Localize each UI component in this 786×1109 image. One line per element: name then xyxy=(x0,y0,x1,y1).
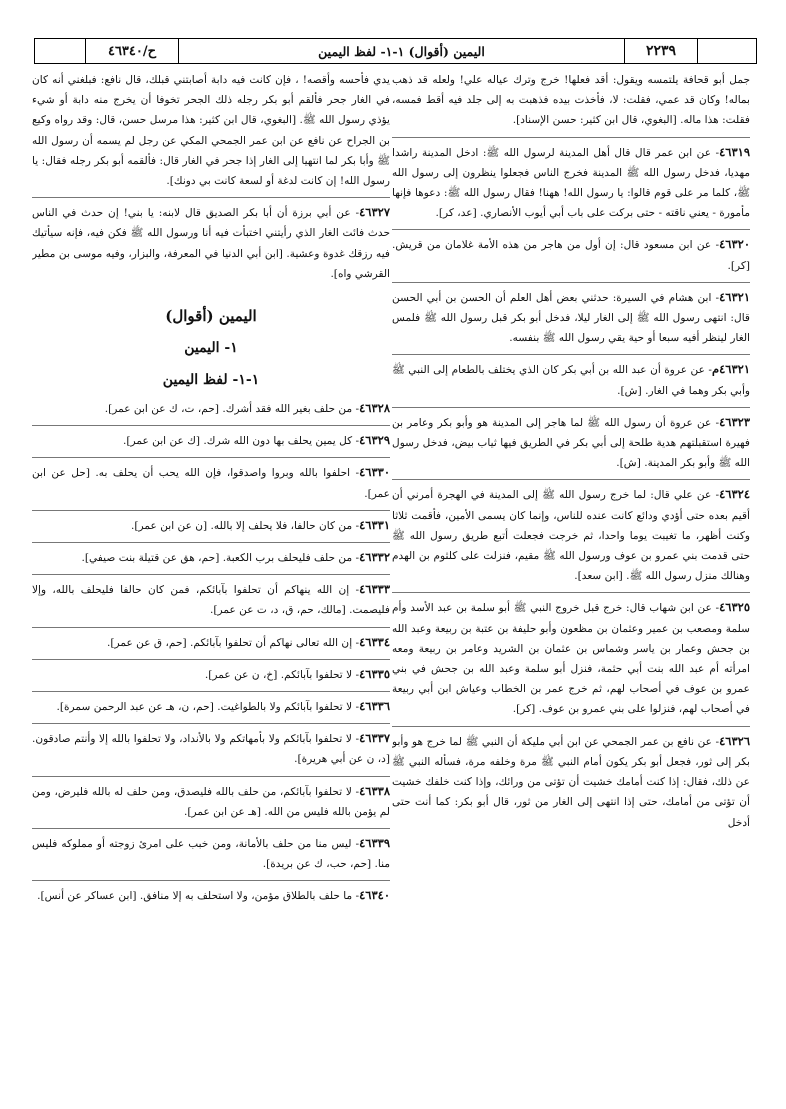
hadith-text: لا تحلفوا بآبائكم، من حلف بالله فليصدق، ومن حلف له بالله فليرض، ومن لم يؤمن بالله فليس من الله. [هـ عن ابن عمر]. xyxy=(32,785,390,818)
hadith-entry xyxy=(32,828,390,874)
entry-dash: - xyxy=(350,467,360,480)
hadith-text: ما حلف بالطلاق مؤمن، ولا استحلف به إلا منافق. [ابن عساكر عن أنس]. xyxy=(37,890,353,903)
hadith-text: عن ابن عمر قال قال أهل المدينة لرسول الله ﷺ: ادخل المدينة راشدا مهديا، فدخل رسول الله ﷺ المدينة فخرج الناس فجعلوا ينظرون إلى رسول الله ﷺ، كلما مر على قوم قالوا: يا رسول الله! ههنا! فقال رسول الله ﷺ: دعوها فإنها مأمورة - يعني ناقته - حتى بركت على باب أبي أيوب الأنصاري. [عد، كر]. xyxy=(392,146,750,220)
page-number: ٢٢٣٩ xyxy=(624,39,697,63)
hadith-number: ٤٦٣٢١ xyxy=(719,289,750,304)
hadith-number: ٤٦٣٢٠ xyxy=(719,237,750,252)
hadith-text: لا تحلفوا بآبائكم. [خ، ن عن عمر]. xyxy=(204,668,353,681)
entry-dash: - xyxy=(352,668,360,681)
hadith-text: إن الله ينهاكم أن تحلفوا بآبائكم، فمن كان حالفا فليحلف بالله، وإلا فليصمت. [مالك، حم، ق، د، ت عن عمر]. xyxy=(32,584,390,617)
hadith-text: لا تحلفوا بآبائكم ولا بالطواغيت. [حم، ن، هـ عن عبد الرحمن سمرة]. xyxy=(56,701,353,714)
hadith-text: عن عروة أن عبد الله بن أبي بكر كان الذي يختلف بالطعام إلى النبي ﷺ وأبي بكر وهما في الغار. [ش]. xyxy=(392,364,750,397)
hadith-entry xyxy=(392,282,750,349)
hadith-number: ٤٦٣٣٨ xyxy=(359,783,390,798)
entry-dash: - xyxy=(711,489,720,502)
hadith-range: ح/٤٦٣٤٠ xyxy=(85,39,179,63)
entry-dash: - xyxy=(351,785,360,798)
hadith-text: من كان حالفا، فلا يحلف إلا بالله. [ن عن ابن عمر]. xyxy=(131,519,353,532)
hadith-entry xyxy=(32,627,390,653)
hadith-number: ٤٦٣٢١م xyxy=(711,362,750,377)
entry-dash: - xyxy=(711,239,720,252)
hadith-entry xyxy=(392,70,750,131)
hadith-entry xyxy=(32,691,390,717)
hadith-text: لا تحلفوا بآبائكم ولا بأمهاتكم ولا بالأنداد، ولا تحلفوا بالله إلا وأنتم صادقون. [د، ن عن أبي هريرة]. xyxy=(32,733,390,766)
hadith-text: عن علي قال: لما خرج رسول الله ﷺ إلى المدينة في الهجرة أمرني أن أقيم بعده حتى أؤدي ودائع كانت عنده للناس، وإنما كان يسمى الأمين، فأقمت ثلاثا وكنت أظهر، ما تغيبت يوما واحدا، ثم خرجت فجعلت أتبع طريق رسول الله ﷺ حتى قدمت بني عمرو بن عوف ورسول الله ﷺ مقيم، فنزلت على كلثوم بن الهدم وهنالك منزل رسول الله ﷺ. [ابن سعد]. xyxy=(392,489,750,583)
entry-dash: - xyxy=(351,838,360,851)
entry-dash: - xyxy=(352,636,360,649)
hadith-number: ٤٦٣٣٠ xyxy=(359,465,390,480)
header-blank-cell xyxy=(697,39,756,63)
right-column xyxy=(392,70,750,1102)
hadith-entry xyxy=(392,592,750,719)
hadith-text: ابن هشام في السيرة: حدثني بعض أهل العلم أن الحسن بن أبي الحسن قال: انتهى رسول الله ﷺ إلى الغار ليلا، فدخل أبو بكر قبل رسول الله ﷺ فلمس الغار لينظر أفيه سبعا أو حية يقي رسول الله ﷺ بنفسه. xyxy=(392,291,750,345)
entry-dash: - xyxy=(351,733,360,746)
hadith-number: ٤٦٣٢٨ xyxy=(359,401,390,416)
entry-dash: - xyxy=(352,519,360,532)
hadith-text: إن الله تعالى نهاكم أن تحلفوا بآبائكم. [حم، ق عن عمر]. xyxy=(106,636,353,649)
left-column xyxy=(32,70,390,1102)
hadith-entry xyxy=(32,510,390,536)
hadith-number: ٤٦٣٢٦ xyxy=(719,733,750,748)
hadith-number: ٤٦٣٣٦ xyxy=(359,699,390,714)
hadith-number: ٤٦٣٣٣ xyxy=(359,582,390,597)
hadith-text: عن ابن شهاب قال: خرج قبل خروج النبي ﷺ أبو سلمة بن عبد الأسد وأم سلمة ومصعب بن عمير وعثمان بن مظعون وأبو حليفة بن عتبة بن ربيعة وعبد الله بن جحش وعمار بن ياسر وشماس بن عثمان بن الشريد وعامر بن ربيعة ومعه امرأته أم عبد الله بنت أبي حثمة، فنزل أبو سلمة وعبد الله بن جحش في بني عمرو بن عوف في أصحاب لهم، ثم خرج عمر بن الخطاب وعياش ابن أبي ربيعة في أصحاب لهم، فنزلوا على بني عمرو بن عوف. [كر]. xyxy=(392,602,750,716)
hadith-text: عن عروة أن رسول الله ﷺ لما هاجر إلى المدينة هو وأبو بكر وعامر بن فهيرة استقبلتهم هدية طلحة إلى أبي بكر في الطريق فيها ثياب بيض، فدخل رسول الله ﷺ وأبو بكر المدينة. [ش]. xyxy=(392,416,750,470)
hadith-text: كل يمين يحلف بها دون الله شرك. [ك عن ابن عمر]. xyxy=(122,435,353,448)
hadith-entry xyxy=(32,574,390,620)
hadith-number: ٤٦٣٤٠ xyxy=(359,888,390,903)
hadith-entry xyxy=(32,659,390,685)
hadith-number: ٤٦٣٢٩ xyxy=(359,433,390,448)
hadith-text: جمل أبو قحافة يلتمسه ويقول: أقد فعلها! خرج وترك عياله علي! ولعله قد ذهب بماله! وكان قد عمي، فقلت: لا، فأخذت بيده فذهبت به إلى جلد فيه أقط فمسه، فقلت: هذا ماله. [البغوي، قال ابن كثير: حسن الإسناد]. xyxy=(392,74,750,127)
hadith-text: من حلف بغير الله فقد أشرك. [حم، ت، ك عن ابن عمر]. xyxy=(104,403,353,416)
entry-dash: - xyxy=(350,207,360,220)
hadith-text: من حلف فليحلف برب الكعبة. [حم، هق عن قتيلة بنت صيفي]. xyxy=(81,552,353,565)
hadith-number: ٤٦٣٢٣ xyxy=(719,414,750,429)
hadith-entry xyxy=(32,776,390,822)
hadith-text: عن أبي برزة أن أبا بكر الصديق قال لابنه: يا بني! إن حدث في الناس حدث فائت الغار الذي رأيتني اختبأت فيه أنا ورسول الله ﷺ فكن فيه، فإنه سيأتيك فيه رزقك غدوة وعشية. [ابن أبي الدنيا في المعرفة، والبزار، وفيه موسى بن مطير القرشي واه]. xyxy=(32,207,390,280)
hadith-number: ٤٦٣٣٥ xyxy=(359,666,390,681)
hadith-number: ٤٦٣٣٧ xyxy=(359,731,390,746)
hadith-entry xyxy=(32,542,390,568)
hadith-entry xyxy=(32,723,390,769)
running-title: اليمين (أقوال) ١-١- لفظ اليمين xyxy=(318,43,485,59)
hadith-entry xyxy=(32,70,390,191)
hadith-entry xyxy=(32,457,390,503)
hadith-text: عن نافع بن عمر الجمحي عن ابن أبي مليكة أن النبي ﷺ لما خرج هو وأبو بكر إلى ثور، فجعل أبو بكر يكون أمام النبي ﷺ مرة وخلفه مرة، فسأله النبي ﷺ عن ذلك، فقال: إذا كنت أمامك خشيت أن تؤتى من ورائك، وإذا كنت خلفك خشيت أن تؤتى من أمامك، حتى إذا انتهى إلى الغار من ثور، قال أبو بكر: كما أنت حتى أدخل xyxy=(392,735,750,829)
hadith-number: ٤٦٣٢٥ xyxy=(719,600,750,615)
entry-dash: - xyxy=(352,552,360,565)
hadith-entry xyxy=(32,425,390,451)
hadith-number: ٤٦٣٣١ xyxy=(359,517,390,532)
hadith-number: ٤٦٣١٩ xyxy=(719,144,750,159)
entry-dash: - xyxy=(352,701,360,714)
hadith-text: عن ابن مسعود قال: إن أول من هاجر من هذه الأمة غلامان من قريش. [كر]. xyxy=(392,239,750,272)
entry-dash: - xyxy=(711,146,720,159)
entry-dash: - xyxy=(352,435,360,448)
subsection-title: ١- اليمين xyxy=(184,340,238,357)
hadith-number: ٤٦٣٣٤ xyxy=(359,634,390,649)
hadith-entry xyxy=(392,229,750,275)
entry-dash: - xyxy=(352,403,360,416)
entry-dash: - xyxy=(711,602,720,615)
entry-dash: - xyxy=(352,890,360,903)
hadith-entry xyxy=(392,137,750,224)
hadith-number: ٤٦٣٣٩ xyxy=(359,836,390,851)
hadith-entry xyxy=(392,354,750,400)
entry-dash: - xyxy=(704,364,712,377)
entry-dash: - xyxy=(711,291,720,304)
hadith-text: احلفوا بالله وبروا واصدقوا، فإن الله يحب أن يحلف به. [حل عن ابن عمر]. xyxy=(32,467,390,500)
hadith-text: ليس منا من حلف بالأمانة، ومن خبب على امرئ زوجته أو مملوكه فليس منا. [حم، حب، ك عن بريدة]. xyxy=(32,838,390,871)
subsubsection-title: ١-١- لفظ اليمين xyxy=(162,372,260,389)
entry-dash: - xyxy=(711,416,720,429)
hadith-entry xyxy=(392,407,750,474)
hadith-entry xyxy=(32,880,390,906)
hadith-number: ٤٦٣٣٢ xyxy=(359,550,390,565)
hadith-text: يدي فأحسه وأقصه! ، فإن كانت فيه دابة أصابتني قبلك، قال نافع: فبلغني أنه كان في الغار جحر فألقم أبو بكر رجله ذلك الجحر تخوفا أن يخرج منه دابة أو شيء يؤذي رسول الله ﷺ. [البغوي، قال ابن كثير: هذا مرسل حسن، قال: وقد رواه وكيع بن الجراح عن نافع عن ابن عمر الجمحي المكي عن رجل لم يسمه أن رسول الله ﷺ وأبا بكر لما انتهيا إلى الغار إذا جحر في الغار قال: فألقمه أبو بكر رجله فقال: يا رسول الله! إن كانت لدغة أو لسعة كانت بي دونك]. xyxy=(32,74,390,188)
section-title: اليمين (أقوال) xyxy=(165,307,257,326)
hadith-entry xyxy=(392,726,750,833)
hadith-number: ٤٦٣٢٧ xyxy=(359,205,390,220)
hadith-number: ٤٦٣٢٤ xyxy=(719,487,750,502)
page-header xyxy=(34,38,757,64)
hadith-entry xyxy=(32,398,390,419)
hadith-entry xyxy=(392,479,750,586)
hadith-entry xyxy=(32,197,390,284)
entry-dash: - xyxy=(349,584,360,597)
header-blank-cell xyxy=(35,39,85,63)
entry-dash: - xyxy=(711,735,720,748)
